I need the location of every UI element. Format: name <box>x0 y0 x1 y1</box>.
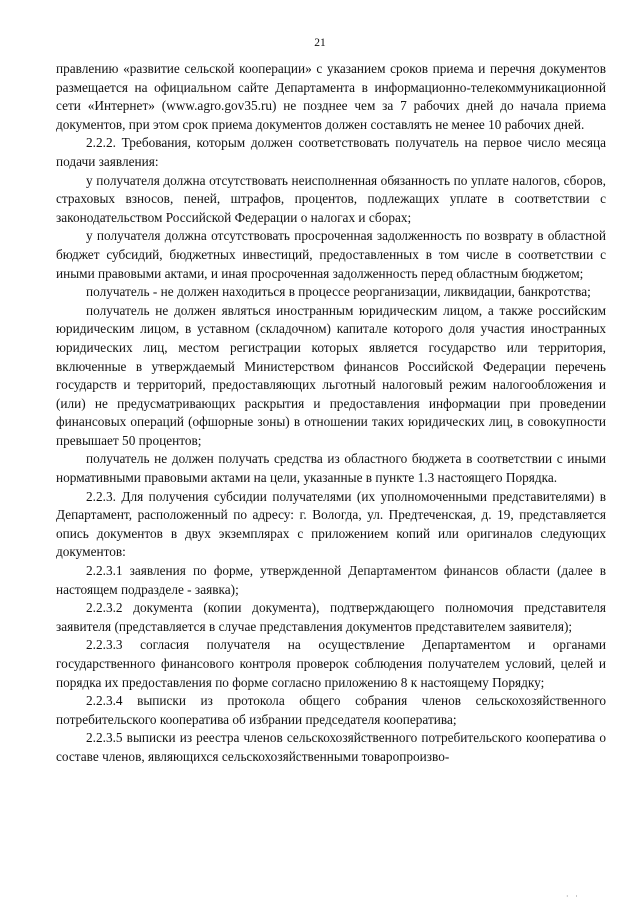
paragraph-2-2-3-4: 2.2.3.4 выписки из протокола общего собрания членов сельскохозяйственного потребительского кооператива об избрании председателя кооператива; <box>56 693 606 727</box>
scan-corner-mark: · · <box>566 892 580 901</box>
paragraph-other-funds-requirement: получатель не должен получать средства из областного бюджета в соответствии с иными нормативными правовыми актами на цели, указанные в пункте 1.3 настоящего Порядка. <box>56 451 606 486</box>
paragraph-debt-requirement: у получателя должна отсутствовать просроченная задолженность по возврату в областной бюджет субсидий, бюджетных инвестиций, предоставленных в том числе в соответствии с иными правовыми актами, и иная просроченная задолженность перед областным бюджетом; <box>56 228 606 281</box>
paragraph-2-2-3-2: 2.2.3.2 документа (копии документа), подтверждающего полномочия представителя заявителя (представляется в случае представления документов представителем заявителя); <box>56 600 606 634</box>
paragraph-2-2-3-1: 2.2.3.1 заявления по форме, утвержденной Департаментом финансов области (далее в настоящем подразделе - заявка); <box>56 563 606 597</box>
document-body <box>56 60 606 767</box>
paragraph-2-2-3: 2.2.3. Для получения субсидии получателями (их уполномоченными представителями) в Департамент, расположенный по адресу: г. Вологда, ул. Предтеченская, д. 19, представляется опись документов в двух экземплярах с приложением копий или оригиналов следующих документов: <box>56 488 606 560</box>
paragraph-2-2-3-3: 2.2.3.3 согласия получателя на осуществление Департаментом и органами государственного финансового контроля проверок соблюдения получателем условий, целей и порядка их предоставления по форме согласно приложению 8 к настоящему Порядку; <box>56 637 606 690</box>
paragraph-reorganization-requirement: получатель - не должен находиться в процессе реорганизации, ликвидации, банкротства; <box>86 284 591 300</box>
paragraph-2-2-2: 2.2.2. Требования, которым должен соответствовать получатель на первое число месяца подачи заявления: <box>56 135 606 169</box>
paragraph-2-2-3-5: 2.2.3.5 выписки из реестра членов сельскохозяйственного потребительского кооператива о составе членов, являющихся сельскохозяйственными товаропроизво- <box>56 730 606 764</box>
page-number: 21 <box>314 37 326 49</box>
paragraph-continuation: правлению «развитие сельской кооперации» с указанием сроков приема и перечня документов размещается на официальном сайте Департамента в информационно-телекоммуникационной сети «Интернет» (www.agro.gov35.ru) не позднее чем за 7 рабочих дней до начала приема документов, при этом срок приема документов должен составлять не менее 10 рабочих дней. <box>56 61 606 132</box>
paragraph-foreign-entity-requirement: получатель не должен являться иностранным юридическим лицом, а также российским юридическим лицом, в уставном (складочном) капитале которого доля участия иностранных юридических лиц, местом регистрации которых является государство или территория, включенные в утверждаемый Министерством финансов Российской Федерации перечень государств и территорий, предоставляющих льготный налоговый режим налогообложения и (или) не предусматривающих раскрытия и предоставления информации при проведении финансовых операций (офшорные зоны) в отношении таких юридических лиц, в совокупности превышает 50 процентов; <box>56 302 606 448</box>
paragraph-taxes-requirement: у получателя должна отсутствовать неисполненная обязанность по уплате налогов, сборов, страховых взносов, пеней, штрафов, процентов, подлежащих уплате в соответствии с законодательством Российской Федерации о налогах и сборах; <box>56 172 606 225</box>
